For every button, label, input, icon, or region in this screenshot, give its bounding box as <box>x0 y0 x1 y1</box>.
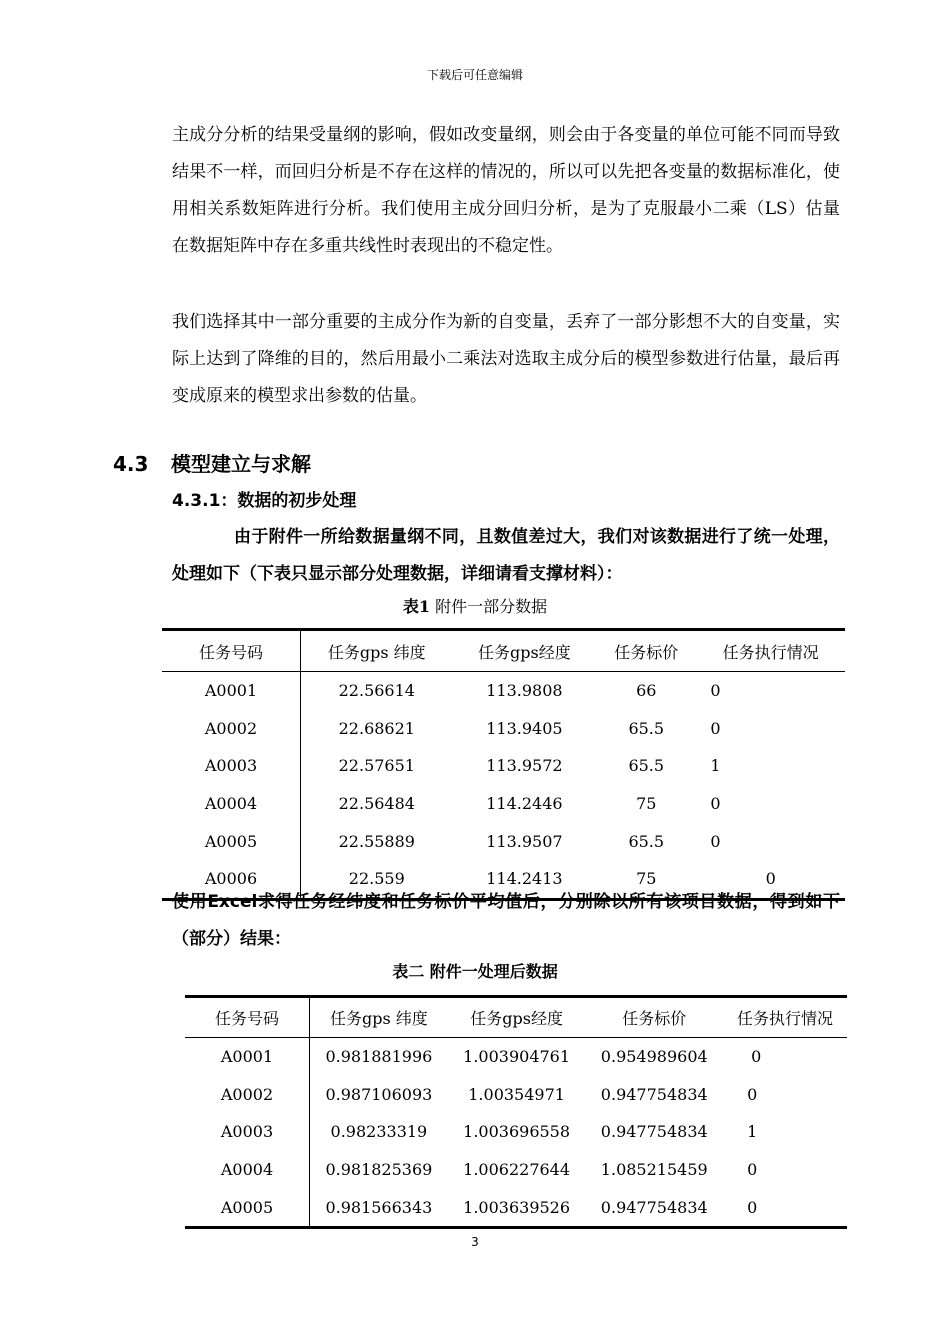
table1-header-cell: 任务gps经度 <box>453 630 597 672</box>
table-cell: 75 <box>636 794 657 814</box>
table-cell: 0 <box>710 794 721 814</box>
table-cell: 65.5 <box>628 718 665 738</box>
table-cell: 0 <box>751 1047 762 1067</box>
table-row <box>162 710 845 748</box>
table-cell: 0 <box>747 1084 758 1104</box>
table-cell: A0005 <box>162 822 301 860</box>
table-cell: A0004 <box>162 785 301 823</box>
table-cell: 113.9405 <box>486 718 563 738</box>
table-cell: 65.5 <box>628 831 665 851</box>
table-cell: 0.987106093 <box>325 1084 433 1104</box>
table-cell: 22.68621 <box>338 718 415 738</box>
table-cell: 1.003904761 <box>463 1047 571 1067</box>
table-cell: 0.954989604 <box>600 1047 708 1067</box>
table-row <box>162 785 845 823</box>
table-cell: 0.981566343 <box>325 1197 433 1217</box>
table-row <box>185 1076 847 1114</box>
table-row <box>185 1113 847 1151</box>
table2-header-cell: 任务gps 纬度 <box>310 997 448 1038</box>
table-cell: 0.98233319 <box>330 1122 428 1142</box>
table-cell: A0002 <box>185 1076 310 1114</box>
table1-header-cell: 任务执行情况 <box>696 630 845 672</box>
table2-header-cell: 任务执行情况 <box>723 997 847 1038</box>
table-cell: 1.085215459 <box>600 1160 708 1180</box>
table-cell: 0 <box>747 1197 758 1217</box>
table-cell: 75 <box>636 869 657 889</box>
table-cell: 1.003696558 <box>463 1122 571 1142</box>
table-cell: 0.981881996 <box>325 1047 433 1067</box>
table-cell: 0.981825369 <box>325 1160 433 1180</box>
table-cell: A0001 <box>162 672 301 710</box>
table-cell: 0.947754834 <box>600 1122 708 1142</box>
table-cell: 114.2413 <box>486 869 563 889</box>
table-cell: 1 <box>747 1122 758 1142</box>
table2-header-cell: 任务号码 <box>185 997 310 1038</box>
table2-caption: 表二 附件一处理后数据 <box>392 962 558 981</box>
table-cell: 22.559 <box>348 869 405 889</box>
table-cell: 22.57651 <box>338 756 415 776</box>
table1-header-cell: 任务号码 <box>162 630 301 672</box>
table-cell: 66 <box>636 681 657 701</box>
table1-header-cell: 任务标价 <box>596 630 696 672</box>
table-cell: A0001 <box>185 1038 310 1076</box>
page-number: 3 <box>471 1235 479 1249</box>
table-row <box>185 1151 847 1189</box>
table-cell: 0 <box>710 718 721 738</box>
table-cell: 1.006227644 <box>463 1160 571 1180</box>
table1-caption-text: 附件一部分数据 <box>435 597 548 616</box>
table-cell: 22.56484 <box>338 794 415 814</box>
table-cell: 113.9572 <box>486 756 563 776</box>
table-cell: 22.56614 <box>338 681 415 701</box>
table-cell: 65.5 <box>628 756 665 776</box>
section-title: 模型建立与求解 <box>171 452 311 476</box>
table-cell: 1.00354971 <box>468 1084 565 1104</box>
table-cell: 0 <box>765 869 776 889</box>
table1 <box>162 628 845 901</box>
table-cell: 0 <box>747 1160 758 1180</box>
section-number: 4.3 <box>113 452 149 476</box>
table-cell: 114.2446 <box>486 794 563 814</box>
table-row <box>162 672 845 710</box>
table-cell: 1 <box>710 756 721 776</box>
table-cell: A0006 <box>162 860 301 899</box>
table1-header-cell: 任务gps 纬度 <box>301 630 453 672</box>
table-cell: 0.947754834 <box>600 1197 708 1217</box>
paragraph-1: 主成分分析的结果受量纲的影响，假如改变量纲，则会由于各变量的单位可能不同而导致结果不一样，而回归分析是不存在这样的情况的，所以可以先把各变量的数据标准化，使用相关系数矩阵进行分析。我们使用主成分回归分析，是为了克服最小二乘（LS）估量在数据矩阵中存在多重共线性时表现出的不稳定性。 <box>172 125 840 256</box>
table2 <box>185 995 847 1229</box>
table-cell: 0 <box>710 681 721 701</box>
table-row <box>185 1188 847 1227</box>
table-cell: A0005 <box>185 1188 310 1227</box>
table1-caption-label: 表1 <box>402 597 431 616</box>
paragraph-2: 我们选择其中一部分重要的主成分作为新的自变量，丢弃了一部分影想不大的自变量，实际上达到了降维的目的，然后用最小二乘法对选取主成分后的模型参数进行估量，最后再变成原来的模型求出参数的估量。 <box>172 312 840 406</box>
table-cell: 0.947754834 <box>600 1084 708 1104</box>
intro-paragraph: 由于附件一所给数据量纲不同，且数值差过大，我们对该数据进行了统一处理，处理如下（下表只显示部分处理数据，详细请看支撑材料）： <box>172 527 840 584</box>
table-row <box>162 747 845 785</box>
table-cell: A0004 <box>185 1151 310 1189</box>
table-row <box>162 822 845 860</box>
table-cell: A0003 <box>185 1113 310 1151</box>
section-heading <box>113 448 311 477</box>
table-cell: A0003 <box>162 747 301 785</box>
table2-header-row <box>185 997 847 1038</box>
page-header: 下载后可任意编辑 <box>426 68 523 82</box>
table-row <box>185 1038 847 1076</box>
table-cell: 113.9507 <box>486 831 563 851</box>
table-cell: A0002 <box>162 710 301 748</box>
table2-header-cell: 任务标价 <box>585 997 723 1038</box>
between-paragraph: 使用Excel求得任务经纬度和任务标价平均值后，分别除以所有该项目数据，得到如下（部分）结果： <box>172 892 840 949</box>
table-cell: 22.55889 <box>338 831 415 851</box>
table-cell: 1.003639526 <box>463 1197 571 1217</box>
table-cell: 0 <box>710 831 721 851</box>
table2-header-cell: 任务gps经度 <box>448 997 586 1038</box>
subsection-heading: 4.3.1：数据的初步处理 <box>172 491 357 511</box>
table-cell: 113.9808 <box>486 681 563 701</box>
table1-header-row <box>162 630 845 672</box>
table1-caption <box>0 594 950 617</box>
